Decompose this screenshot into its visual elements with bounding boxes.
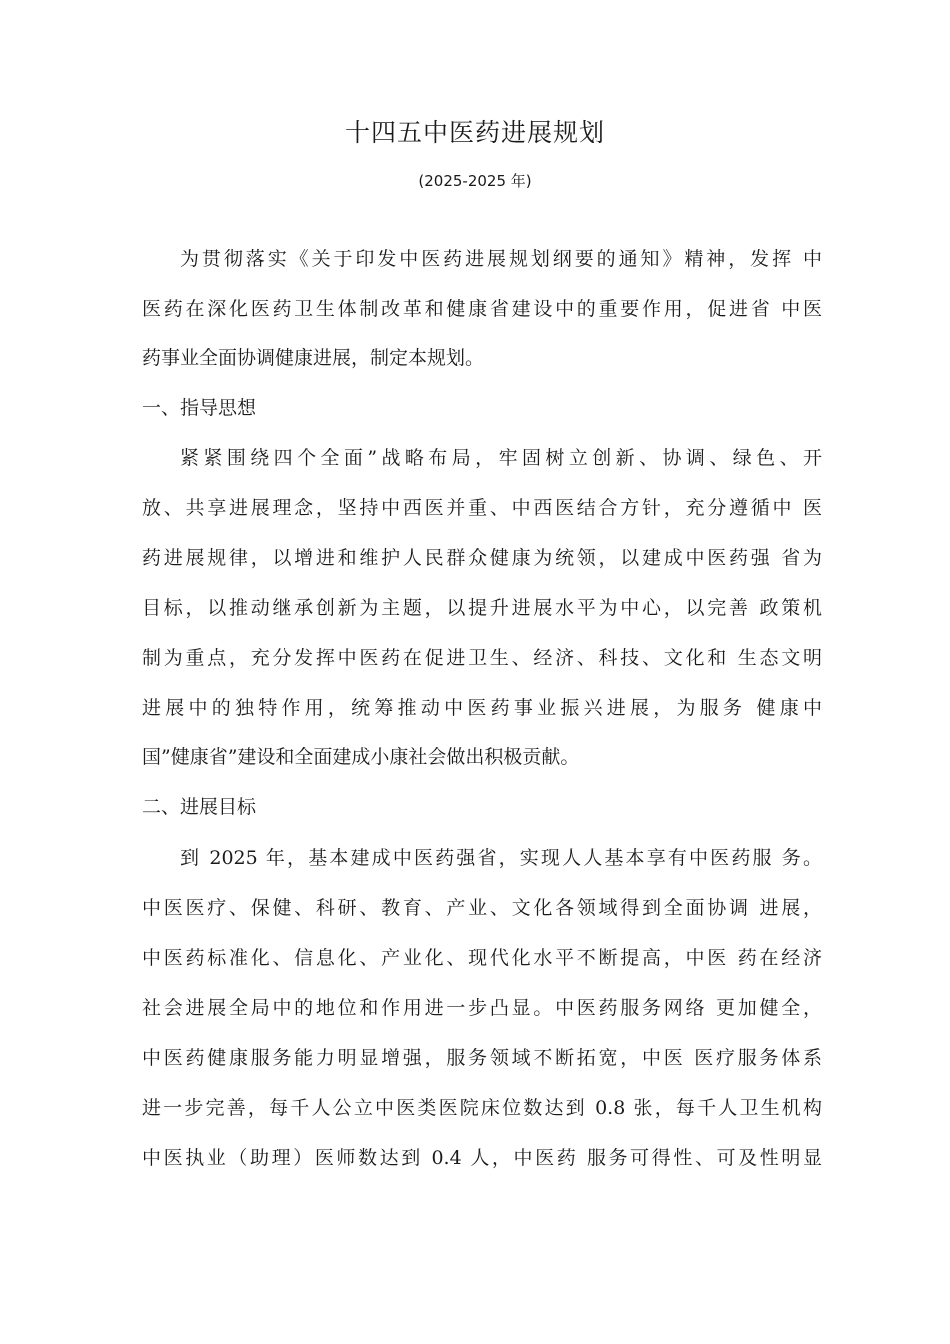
paragraph-line: 制为重点，充分发挥中医药在促进卫生、经济、科技、文化和 生态文明 bbox=[142, 647, 822, 669]
paragraph-line: 中医执业（助理）医师数达到 0.4 人，中医药 服务可得性、可及性明显 bbox=[142, 1147, 822, 1169]
paragraph-line: 放、共享进展理念，坚持中西医并重、中西医结合方针，充分遵循中 医 bbox=[142, 497, 822, 519]
document-subtitle: (2025-2025 年) bbox=[418, 172, 532, 190]
paragraph-line: 中医药标准化、信息化、产业化、现代化水平不断提高，中医 药在经济 bbox=[142, 947, 822, 969]
paragraph-line: 药进展规律，以增进和维护人民群众健康为统领，以建成中医药强 省为 bbox=[142, 547, 822, 569]
paragraph-line: 医药在深化医药卫生体制改革和健康省建设中的重要作用，促进省 中医 bbox=[142, 298, 822, 320]
paragraph-line: 社会进展全局中的地位和作用进一步凸显。中医药服务网络 更加健全， bbox=[142, 997, 822, 1019]
section-heading: 二、进展目标 bbox=[142, 796, 257, 818]
paragraph-line: 中医医疗、保健、科研、教育、产业、文化各领域得到全面协调 进展， bbox=[142, 897, 822, 919]
paragraph-line: 药事业全面协调健康进展，制定本规划。 bbox=[142, 347, 485, 369]
paragraph-line: 进一步完善，每千人公立中医类医院床位数达到 0.8 张，每千人卫生机构 bbox=[142, 1097, 822, 1119]
paragraph-line: 国”健康省”建设和全面建成小康社会做出积极贡献。 bbox=[142, 746, 580, 768]
paragraph-line: 目标，以推动继承创新为主题，以提升进展水平为中心，以完善 政策机 bbox=[142, 597, 822, 619]
paragraph-line: 紧紧围绕四个全面”战略布局，牢固树立创新、协调、绿色、开 bbox=[180, 447, 822, 469]
paragraph-line: 进展中的独特作用，统筹推动中医药事业振兴进展，为服务 健康中 bbox=[142, 697, 822, 719]
paragraph-line: 为贯彻落实《关于印发中医药进展规划纲要的通知》精神，发挥 中 bbox=[180, 248, 822, 270]
paragraph-line: 到 2025 年，基本建成中医药强省，实现人人基本享有中医药服 务。 bbox=[180, 847, 822, 869]
document-title: 十四五中医药进展规划 bbox=[344, 118, 605, 147]
paragraph-line: 中医药健康服务能力明显增强，服务领域不断拓宽，中医 医疗服务体系 bbox=[142, 1047, 822, 1069]
section-heading: 一、指导思想 bbox=[142, 397, 257, 419]
